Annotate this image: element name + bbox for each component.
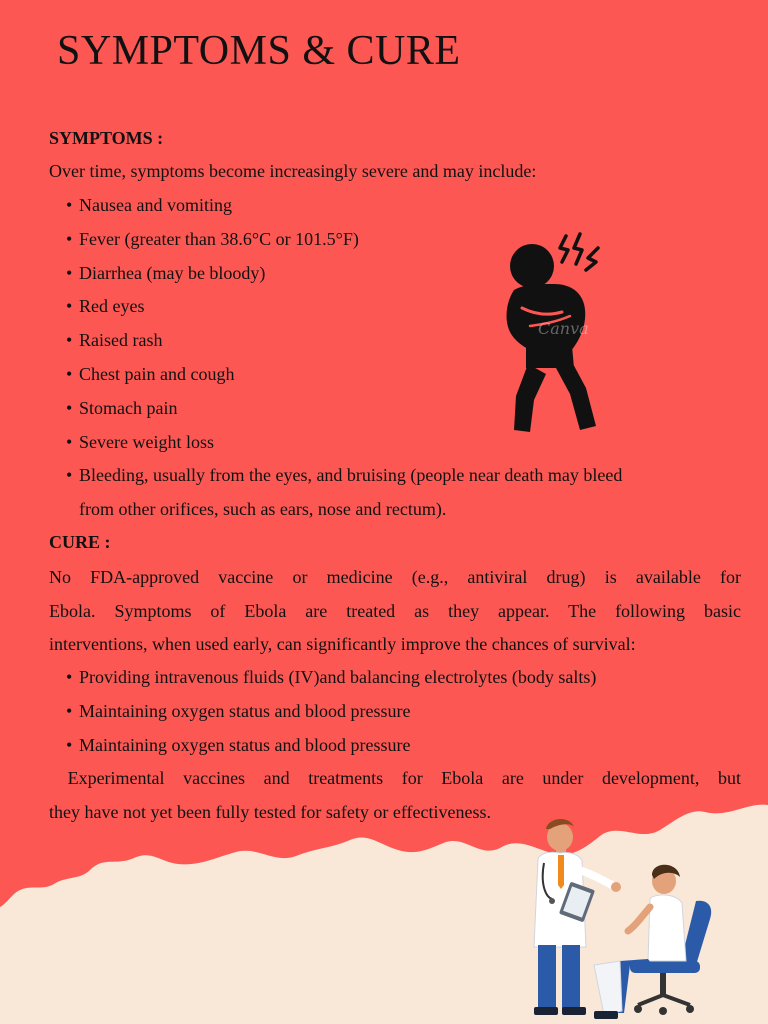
bullet-icon: • — [66, 431, 73, 452]
closing-paragraph-line: they have not yet been fully tested for safety or effectiveness. — [49, 801, 492, 822]
bullet-icon: • — [66, 228, 73, 249]
list-item: • Chest pain and cough — [66, 358, 746, 392]
list-item: • Maintaining oxygen status and blood pressure — [66, 729, 746, 763]
cure-paragraph-line: No FDA-approved vaccine or medicine (e.g., antiviral drug) is available for — [49, 567, 741, 587]
page-title: SYMPTOMS & CURE — [57, 28, 461, 74]
list-item: • Nausea and vomiting — [66, 189, 746, 223]
bullet-icon: • — [66, 700, 73, 721]
symptoms-heading: SYMPTOMS : — [49, 128, 164, 148]
list-item: • Severe weight loss — [66, 426, 746, 460]
bullet-icon: • — [66, 330, 73, 351]
bullet-icon: • — [66, 397, 73, 418]
bullet-icon: • — [66, 734, 73, 755]
list-item: • Red eyes — [66, 290, 746, 324]
cure-paragraph-line: Ebola. Symptoms of Ebola are treated as they appear. The following basic — [49, 600, 741, 621]
list-item: • Fever (greater than 38.6°C or 101.5°F) — [66, 223, 746, 257]
watermark-text: Canva — [538, 319, 589, 338]
list-item: • Stomach pain — [66, 392, 746, 426]
list-item: • Raised rash — [66, 324, 746, 358]
list-item-continuation: from other orifices, such as ears, nose and rectum). — [79, 499, 447, 520]
bullet-icon: • — [66, 195, 73, 215]
doctor-patient-illustration — [520, 815, 720, 1023]
list-item: • Bleeding, usually from the eyes, and bruising (people near death may bleed — [66, 459, 746, 493]
list-item: • Providing intravenous fluids (IV)and balancing electrolytes (body salts) — [66, 661, 746, 695]
patient-figure — [594, 865, 686, 1019]
cure-heading: CURE : — [49, 532, 111, 552]
cure-paragraph — [49, 561, 741, 662]
bullet-icon: • — [66, 363, 73, 384]
closing-paragraph-line: Experimental vaccines and treatments for Ebola are under development, but — [49, 768, 741, 788]
bullet-icon: • — [66, 262, 73, 283]
bullet-icon: • — [66, 296, 73, 317]
list-item: • Maintaining oxygen status and blood pressure — [66, 695, 746, 729]
bullet-icon: • — [66, 667, 73, 687]
cure-list — [66, 661, 746, 762]
cure-paragraph-line: interventions, when used early, can significantly improve the chances of survival: — [49, 634, 636, 655]
bullet-icon: • — [66, 465, 73, 486]
symptoms-list — [66, 189, 746, 527]
symptoms-intro: Over time, symptoms become increasingly severe and may include: — [49, 161, 537, 181]
list-item: • Diarrhea (may be bloody) — [66, 257, 746, 291]
sick-person-icon — [500, 228, 610, 438]
